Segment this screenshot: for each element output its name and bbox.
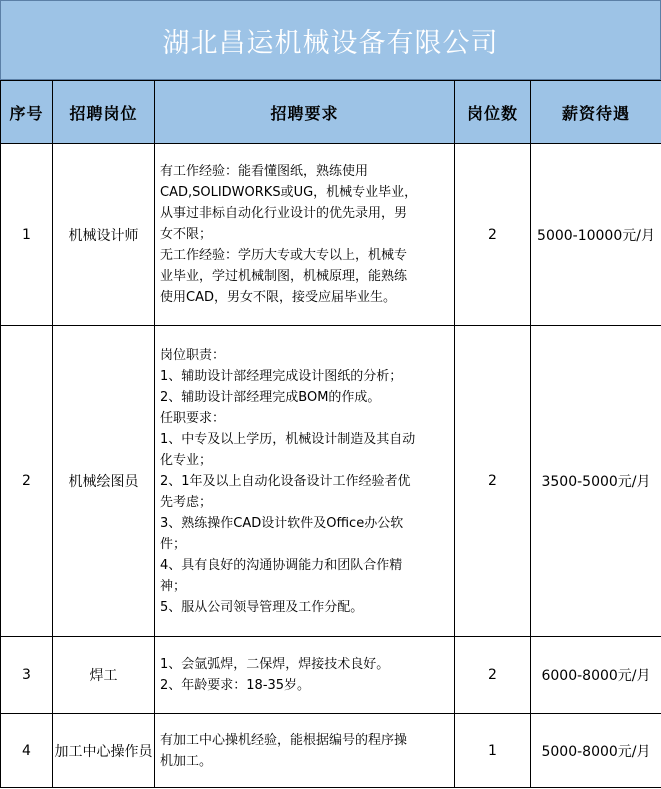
- requirement-line: 5、服从公司领导管理及工作分配。: [160, 599, 364, 615]
- row-salary: 5000-8000元/月: [531, 714, 661, 788]
- requirement-line: 4、具有良好的沟通协调能力和团队合作精: [160, 557, 403, 573]
- requirement-line: 2、1年及以上自动化设备设计工作经验者优: [160, 473, 411, 489]
- title-bar: [0, 0, 661, 80]
- header-count: 岗位数: [455, 81, 531, 144]
- requirement-line: 1、辅助设计部经理完成设计图纸的分析；: [160, 368, 403, 384]
- requirement-line: 无工作经验：学历大专或大专以上，机械专: [160, 248, 408, 263]
- header-no: 序号: [1, 81, 53, 144]
- requirement-line: 女不限；: [160, 227, 213, 242]
- requirement-line: 机加工。: [160, 753, 213, 769]
- requirement-line: 先考虑；: [160, 494, 213, 510]
- recruitment-table: [0, 80, 661, 788]
- row-no: 4: [1, 714, 53, 788]
- requirement-line: 2、年龄要求：18-35岁。: [160, 678, 311, 693]
- requirement-line: 1、中专及以上学历，机械设计制造及其自动: [160, 431, 416, 447]
- requirement-line: 1、会氩弧焊，二保焊，焊接技术良好。: [160, 657, 390, 672]
- table-row: [1, 326, 661, 637]
- row-salary: 6000-8000元/月: [531, 637, 661, 714]
- requirement-line: 任职要求：: [160, 410, 226, 426]
- row-requirements: [155, 326, 455, 637]
- row-requirements: [155, 714, 455, 788]
- row-no: 1: [1, 144, 53, 326]
- requirement-line: 有工作经验：能看懂图纸，熟练使用: [160, 164, 369, 179]
- table-row: [1, 714, 661, 788]
- row-count: 2: [455, 326, 531, 637]
- requirement-line: 3、熟练操作CAD设计软件及Office办公软: [160, 515, 404, 531]
- header-row: [1, 81, 661, 144]
- requirement-line: 化专业；: [160, 452, 213, 468]
- row-count: 2: [455, 637, 531, 714]
- row-salary: 5000-10000元/月: [531, 144, 661, 326]
- row-count: 1: [455, 714, 531, 788]
- row-salary: 3500-5000元/月: [531, 326, 661, 637]
- row-position: 加工中心操作员: [53, 714, 155, 788]
- header-salary: 薪资待遇: [531, 81, 661, 144]
- header-requirements: 招聘要求: [155, 81, 455, 144]
- row-requirements: [155, 144, 455, 326]
- company-title: 湖北昌运机械设备有限公司: [162, 27, 499, 59]
- row-no: 2: [1, 326, 53, 637]
- row-requirements: [155, 637, 455, 714]
- row-position: 机械设计师: [53, 144, 155, 326]
- requirement-line: 神；: [160, 578, 187, 594]
- requirement-line: CAD,SOLIDWORKS或UG，机械专业毕业，: [160, 185, 418, 200]
- header-position: 招聘岗位: [53, 81, 155, 144]
- requirement-line: 2、辅助设计部经理完成BOM的作成。: [160, 389, 381, 405]
- row-position: 机械绘图员: [53, 326, 155, 637]
- requirement-line: 有加工中心操机经验，能根据编号的程序操: [160, 732, 408, 748]
- requirement-line: 岗位职责：: [160, 347, 226, 363]
- requirement-line: 使用CAD，男女不限，接受应届毕业生。: [160, 290, 396, 305]
- row-position: 焊工: [53, 637, 155, 714]
- requirement-line: 业毕业，学过机械制图，机械原理，能熟练: [160, 269, 408, 284]
- row-count: 2: [455, 144, 531, 326]
- row-no: 3: [1, 637, 53, 714]
- requirement-line: 件；: [160, 536, 187, 552]
- table-row: [1, 144, 661, 326]
- table-row: [1, 637, 661, 714]
- requirement-line: 从事过非标自动化行业设计的优先录用，男: [160, 206, 408, 221]
